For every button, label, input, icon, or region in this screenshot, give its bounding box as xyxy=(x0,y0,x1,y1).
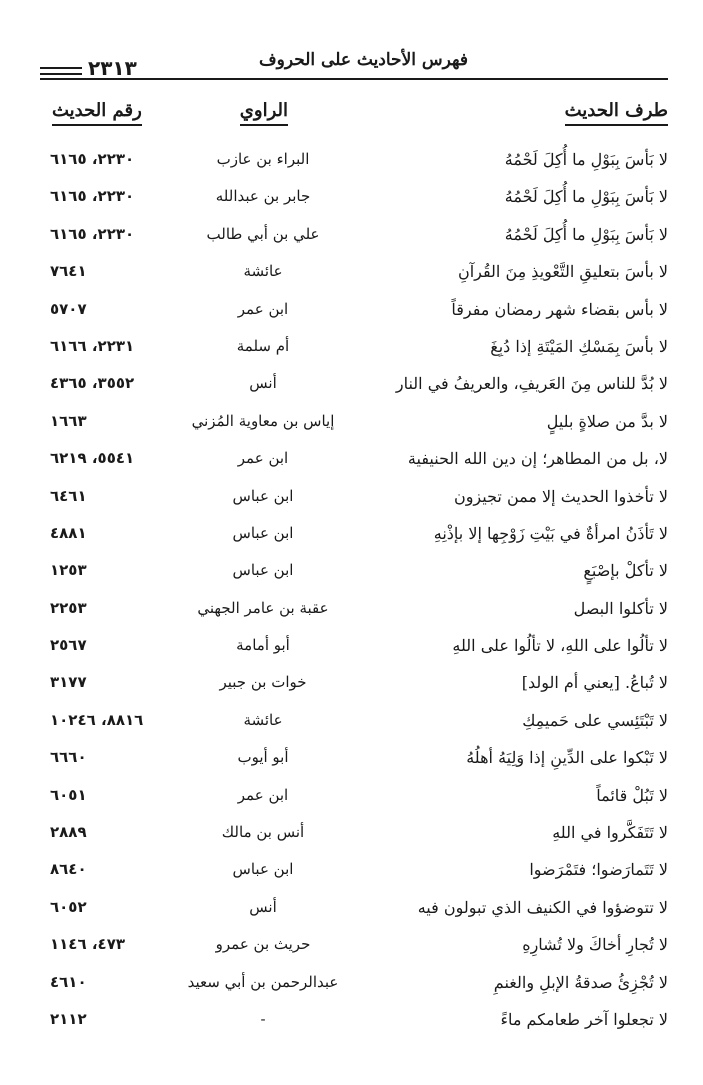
hadith-text: لا تَتَفَكَّروا في اللهِ xyxy=(552,823,668,843)
hadith-number: ٤٦١٠ xyxy=(50,972,87,991)
narrator-text: ابن عباس xyxy=(232,523,294,542)
table-row xyxy=(40,854,668,891)
narrator-text: عقبة بن عامر الجهني xyxy=(197,598,329,617)
hadith-text: لا تَبْتَئِسي على حَميمِكِ xyxy=(522,710,668,730)
narrator-text: ابن عمر xyxy=(237,299,289,318)
hadith-text: لا تَتَمارَضوا؛ فتَمْرَضوا xyxy=(529,860,668,880)
hadith-number: ٥٥٤١، ٦٢١٩ xyxy=(50,449,135,468)
table-row xyxy=(40,368,668,405)
column-headers xyxy=(40,100,668,140)
narrator-text: خوات بن جبير xyxy=(219,673,307,692)
table-row xyxy=(40,144,668,181)
page-number-block xyxy=(40,56,143,80)
hadith-number: ٣١٧٧ xyxy=(50,673,87,692)
hadith-number: ٦٠٥١ xyxy=(50,785,87,804)
hadith-text: لا تأخذوا الحديث إلا ممن تجيزون xyxy=(453,486,668,506)
narrator-text: أبو أيوب xyxy=(237,748,289,767)
narrator-text: أبو أمامة xyxy=(236,636,290,655)
table-row xyxy=(40,593,668,630)
narrator-text: ابن عمر xyxy=(237,449,289,468)
narrator-text: أنس بن مالك xyxy=(221,823,305,842)
hadith-text: لا تُجْزِئُ صدقةُ الإبلِ والغنمِ xyxy=(493,972,668,992)
header-rule xyxy=(40,78,668,80)
table-row xyxy=(40,630,668,667)
page-header xyxy=(40,50,668,78)
narrator-text: عبدالرحمن بن أبي سعيد xyxy=(187,972,339,991)
table-row xyxy=(40,518,668,555)
column-header-number: رقم الحديث xyxy=(52,100,142,126)
hadith-number: ٢٢٣٠، ٦١٦٥ xyxy=(50,150,135,168)
narrator-text: البراء بن عازب xyxy=(216,150,310,168)
hadith-text: لا تُباعُ. [يعني أم الولد] xyxy=(521,673,668,693)
column-header-narrator: الراوي xyxy=(240,100,288,126)
hadith-number: ١٦٦٣ xyxy=(50,411,87,430)
hadith-text: لا بأسَ بتعليقِ التَّعْويذِ مِنَ القُرآنِ xyxy=(457,262,668,282)
narrator-text: ابن عباس xyxy=(232,860,294,879)
narrator-text: أم سلمة xyxy=(236,336,290,355)
page-title: فهرس الأحاديث على الحروف xyxy=(259,50,468,70)
hadith-text: لا تجعلوا آخر طعامكم ماءً xyxy=(500,1009,668,1029)
narrator-text: جابر بن عبدالله xyxy=(215,187,311,206)
hadith-number: ٢٢٣١، ٦١٦٦ xyxy=(50,336,135,355)
narrator-text: عائشة xyxy=(243,710,283,729)
table-row xyxy=(40,256,668,293)
hadith-text: لا بأسَ بِمَسْكِ المَيْتَةِ إذا دُبِغَ xyxy=(490,336,668,356)
hadith-number: ٢٢٥٣ xyxy=(50,598,87,617)
hadith-number: ٥٧٠٧ xyxy=(50,299,87,318)
table-row xyxy=(40,780,668,817)
hadith-text: لا تأكلْ بإصْبَعٍ xyxy=(583,561,668,581)
hadith-number: ٦٦٦٠ xyxy=(50,748,87,767)
page-number: ٢٣١٣ xyxy=(88,56,137,80)
hadith-text: لا تَبْكوا على الدِّينِ إذا وَلِيَهُ أهلُهُ xyxy=(466,748,668,768)
hadith-text: لا بُدَّ للناس مِنَ العَريفِ، والعريفُ في النار xyxy=(395,374,668,394)
table-row xyxy=(40,555,668,592)
hadith-text: لا، بل من المطاهر؛ إن دين الله الحنيفية xyxy=(407,449,668,469)
hadith-number: ٢٢٣٠، ٦١٦٥ xyxy=(50,187,135,206)
narrator-text: ابن عباس xyxy=(232,561,294,580)
hadith-number: ٢٢٣٠، ٦١٦٥ xyxy=(50,224,135,243)
hadith-number: ٧٦٤١ xyxy=(50,262,87,281)
narrator-text: أنس xyxy=(249,374,277,393)
table-row xyxy=(40,181,668,218)
table-row xyxy=(40,481,668,518)
narrator-text: أنس xyxy=(249,897,277,916)
hadith-number: ٦٤٦١ xyxy=(50,486,87,505)
narrator-text: إياس بن معاوية المُزني xyxy=(191,411,335,430)
table-row xyxy=(40,742,668,779)
hadith-text: لا تأكلوا البصل xyxy=(573,598,668,618)
header-rule-segment xyxy=(40,67,82,75)
table-row xyxy=(40,817,668,854)
table-row xyxy=(40,967,668,1004)
narrator-text: - xyxy=(260,1009,266,1028)
hadith-number: ١٢٥٣ xyxy=(50,561,87,580)
hadith-text: لا بَأسَ بِبَوْلِ ما أُكِلَ لَحْمُهُ xyxy=(504,187,668,207)
hadith-number: ٨٨١٦، ١٠٢٤٦ xyxy=(50,710,144,729)
hadith-text: لا تُجارِ أخاكَ ولا تُشارِهِ xyxy=(522,935,668,955)
table-row xyxy=(40,219,668,256)
hadith-index-table xyxy=(40,144,668,1041)
narrator-text: ابن عمر xyxy=(237,785,289,804)
hadith-text: لا تَبُلْ قائماً xyxy=(596,785,668,805)
hadith-number: ٦٠٥٢ xyxy=(50,897,87,916)
hadith-number: ٢١١٢ xyxy=(50,1009,87,1028)
table-row xyxy=(40,892,668,929)
table-row xyxy=(40,705,668,742)
hadith-number: ٢٨٨٩ xyxy=(50,823,87,842)
hadith-text: لا تتوضؤوا في الكنيف الذي تبولون فيه xyxy=(417,897,668,917)
table-row xyxy=(40,294,668,331)
table-row xyxy=(40,443,668,480)
hadith-text: لا بدَّ من صلاةٍ بليلٍ xyxy=(546,411,668,431)
hadith-text: لا تألُوا على اللهِ، لا تألُوا على اللهِ xyxy=(452,636,668,656)
hadith-text: لا بأس بقضاء شهر رمضان مفرقاً xyxy=(451,299,668,319)
table-row xyxy=(40,1004,668,1041)
table-row xyxy=(40,667,668,704)
narrator-text: حريث بن عمرو xyxy=(215,935,311,954)
narrator-text: ابن عباس xyxy=(232,486,294,505)
hadith-number: ٤٧٣، ١١٤٦ xyxy=(50,935,126,954)
hadith-number: ٤٨٨١ xyxy=(50,523,87,542)
column-header-hadith: طرف الحديث xyxy=(565,100,668,126)
hadith-text: لا بَأسَ بِبَوْلِ ما أُكِلَ لَحْمُهُ xyxy=(504,150,668,169)
hadith-text: لا تَأذَنُ امرأةٌ في بَيْتِ زَوْجِها إلا بإذْنِهِ xyxy=(433,523,668,543)
narrator-text: عائشة xyxy=(243,262,283,281)
table-row xyxy=(40,929,668,966)
hadith-number: ٨٦٤٠ xyxy=(50,860,87,879)
table-row xyxy=(40,406,668,443)
narrator-text: علي بن أبي طالب xyxy=(206,224,320,243)
hadith-number: ٢٥٦٧ xyxy=(50,636,87,655)
hadith-number: ٣٥٥٢، ٤٣٦٥ xyxy=(50,374,135,393)
table-row xyxy=(40,331,668,368)
hadith-text: لا بَأسَ بِبَوْلِ ما أُكِلَ لَحْمُهُ xyxy=(504,224,668,244)
